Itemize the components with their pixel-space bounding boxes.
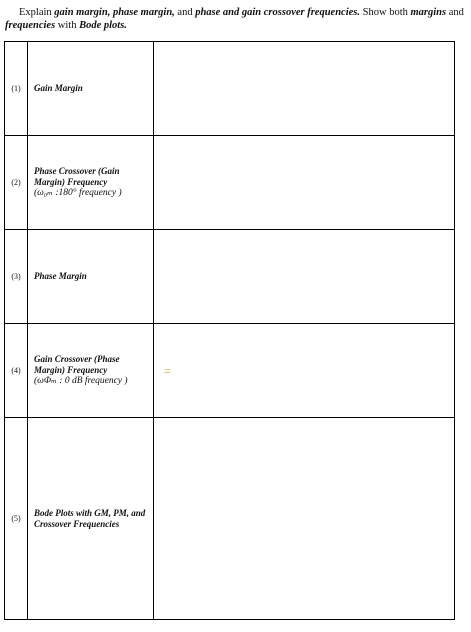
- row-number: (4): [5, 324, 28, 418]
- table-row-bode-plots: [5, 418, 455, 620]
- intro-bold-2: phase and gain crossover frequencies.: [195, 7, 361, 18]
- table-row-gain-crossover: [5, 324, 455, 418]
- intro-bold-5: Bode plots.: [79, 20, 127, 31]
- row-label: [28, 42, 154, 136]
- intro-text-3: Show both: [362, 7, 408, 18]
- row-label: [28, 136, 154, 230]
- row-label-text: Phase Margin: [34, 271, 87, 281]
- instructions: [5, 6, 467, 32]
- intro-text-2: and: [177, 7, 193, 18]
- intro-text-4: and: [448, 7, 464, 18]
- row-number: (1): [5, 42, 28, 136]
- intro-bold-4: frequencies: [5, 20, 56, 31]
- intro-bold-3: margins: [410, 7, 447, 18]
- table-row-gain-margin: [5, 42, 455, 136]
- answer-cell[interactable]: [154, 324, 455, 418]
- row-label-subtext: (ωΦₘ : 0 dB frequency ): [34, 376, 128, 386]
- row-label: [28, 418, 154, 620]
- row-label-text: Gain Margin: [34, 83, 83, 93]
- row-label-subtext: (ω₀ₘ :180° frequency ): [34, 188, 122, 198]
- row-number: (2): [5, 136, 28, 230]
- answer-cell[interactable]: [154, 230, 455, 324]
- row-number: (3): [5, 230, 28, 324]
- row-label-text: Phase Crossover (Gain Margin) Frequency: [34, 166, 120, 187]
- intro-text-1: Explain: [19, 7, 52, 18]
- table-row-phase-crossover: [5, 136, 455, 230]
- answer-cell[interactable]: [154, 42, 455, 136]
- intro-text-5: with: [57, 20, 77, 31]
- intro-bold-1: gain margin, phase margin,: [54, 7, 175, 18]
- equals-sign: =: [164, 363, 171, 378]
- answer-cell[interactable]: [154, 418, 455, 620]
- row-label-text: Gain Crossover (Phase Margin) Frequency: [34, 354, 120, 375]
- table-row-phase-margin: [5, 230, 455, 324]
- row-number: (5): [5, 418, 28, 620]
- row-label-text: Bode Plots with GM, PM, and Crossover Frequencies: [34, 507, 146, 529]
- answer-table: [4, 41, 455, 620]
- row-label: [28, 230, 154, 324]
- row-label: [28, 324, 154, 418]
- answer-cell[interactable]: [154, 136, 455, 230]
